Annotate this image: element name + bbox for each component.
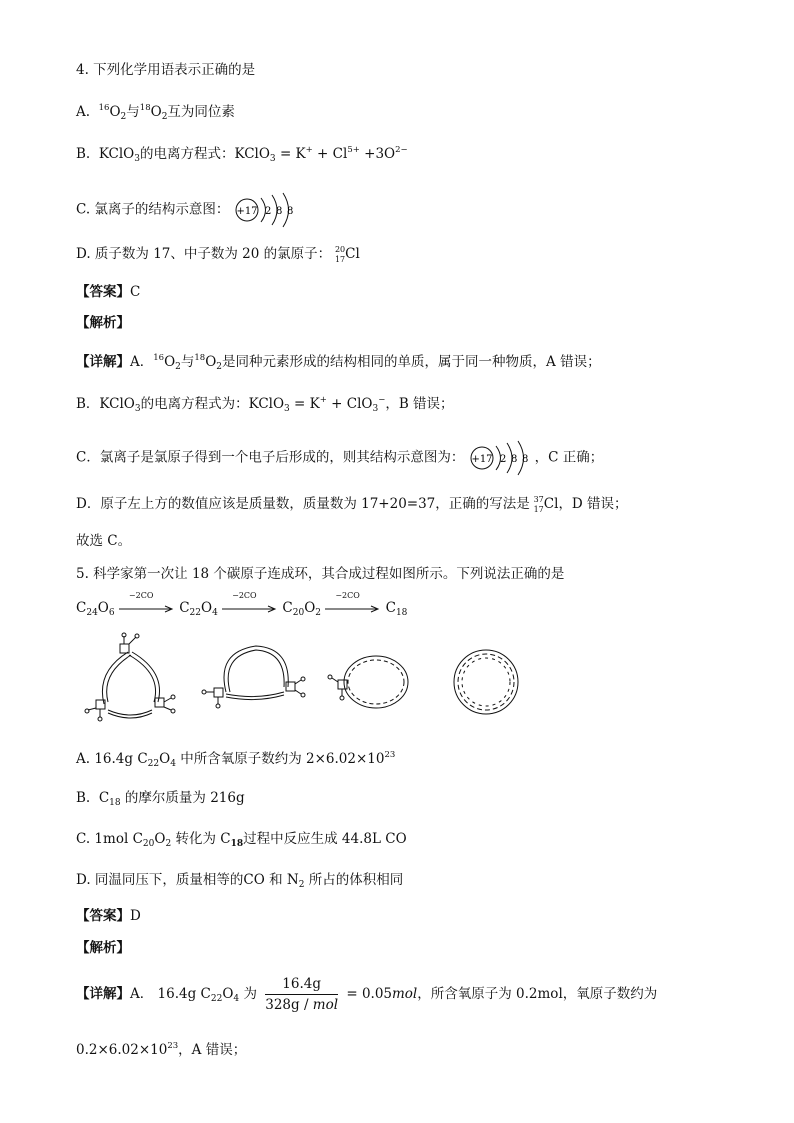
c24o6-structure [85,633,175,721]
q5-explain-a: 【详解】A． 16.4g $C_{22}O_4$ 为 $\frac{16.4g}{\text{328g / mol}}$ = 0.05mol，所含氧原子为 0.2mol，氧原子数约为 [76,976,658,1013]
q4-analysis-tag: 【解析】 [76,315,130,331]
q4-stem: 4. 下列化学用语表示正确的是 [76,62,256,78]
chloride-ion-diagram-2 [469,440,535,476]
q4-option-a: A. $^{16}O_2$与$^{18}O_2$互为同位素 [76,103,235,122]
q4-explain-c: C．氯离子是氯原子得到一个电子后形成的，则其结构示意图为： +17 2 8 8 ，C 正确； [76,440,603,476]
c20o2-structure [328,656,408,708]
q4-conclusion: 故选 C。 [76,533,132,549]
shell-3: 8 [521,454,529,465]
shell-3: 8 [286,206,294,217]
q5-option-b: B. $C_{18}$ 的摩尔质量为 216g [76,790,245,808]
q4-explain-d: D．原子左上方的数值应该是质量数，质量数为 17+20=37，正确的写法是 37 17 Cl，D 错误； [76,494,628,514]
q5-answer: 【答案】D [76,908,141,924]
shell-1: 2 [499,454,507,465]
q5-stem: 5. 科学家第一次让 18 个碳原子连成环，其合成过程如图所示。下列说法正确的是 [76,566,565,582]
q4-option-c: C. 氯离子的结构示意图： +17 2 8 8 [76,192,300,228]
q4-answer: 【答案】C [76,284,141,300]
q4-option-b: B. KClO$_3$的电离方程式：KClO$_3$ = $K^+ + Cl^{5+} +3O^{2-}$ [76,145,408,164]
q5-explain-a-cont: $0.2\times 6.02\times 10^{23}$，A 错误； [76,1041,247,1058]
molar-fraction: $\frac{16.4g}{\text{328g / mol}}$ [265,976,339,1013]
c22o4-structure [202,646,305,708]
shell-1: 2 [264,206,272,217]
q5-option-d: D. 同温同压下，质量相等的CO 和 $N_2$ 所占的体积相同 [76,872,404,890]
shell-2: 8 [510,454,518,465]
q5-option-a: A. 16.4g $C_{22}O_4$ 中所含氧原子数约为 $2\times 6.02\times 10^{23}$ [76,750,396,769]
q5-analysis-tag: 【解析】 [76,940,130,956]
q5-scheme: $C_{24}O_6$ −2CO $C_{22}O_4$ −2CO $C_{20}O_2$ −2CO $C_{18}$ [76,591,408,618]
shell-2: 8 [275,206,283,217]
c18-structure [454,650,518,714]
q4-explain-a: 【详解】A．$^{16}O_2$与$^{18}O_2$是同种元素形成的结构相同的单质，属于同一种物质，A 错误； [76,353,601,372]
nucleus-label: +17 [236,206,258,217]
nucleus-label: +17 [471,454,493,465]
carbon-ring-structures [76,632,536,727]
chloride-ion-diagram [234,192,300,228]
q4-explain-b: B．KClO$_3$的电离方程式为：KClO$_3$ = K+ + ClO$_3$−，B 错误； [76,395,454,414]
q4-option-d: D. 质子数为 17、中子数为 20 的氯原子： 20 17 Cl [76,244,360,264]
q5-option-c: C. 1mol $C_{20}O_2$ 转化为 $C_{18}$过程中反应生成 44.8L CO [76,831,407,849]
